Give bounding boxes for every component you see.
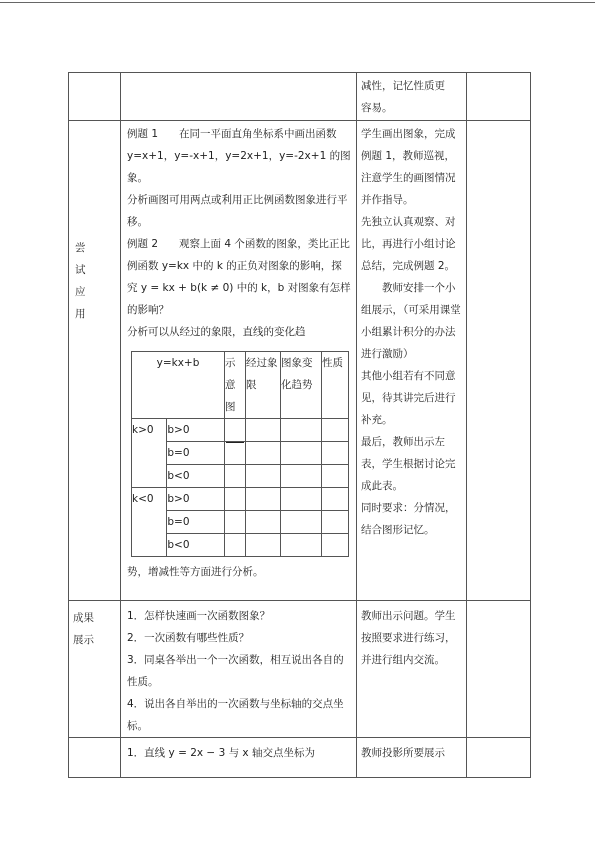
row-label-cell: [69, 601, 121, 738]
question-item: 3．同桌各举出一个一次函数，相互说出各自的性质。: [127, 654, 344, 688]
content-cell: [121, 73, 357, 121]
row-label-cell: [69, 738, 121, 778]
mini-dash: [226, 442, 244, 443]
teacher-text: 容易。: [361, 102, 393, 114]
mini-header: 图象变化趋势: [281, 352, 322, 419]
teacher-text: 先独立认真观察、对比，再进行小组讨论总结，完成例题 2。: [361, 216, 456, 272]
note-cell: [467, 738, 531, 778]
teacher-text: 教师投影所要展示: [361, 747, 445, 759]
question-item: 1．怎样快速画一次函数图象？: [127, 610, 271, 622]
teacher-text: 减性，记忆性质更: [361, 80, 445, 92]
question-item: 4．说出各自举出的一次函数与坐标轴的交点坐标。: [127, 698, 344, 732]
mini-group-label: k>0: [132, 419, 167, 488]
table-row: [69, 73, 531, 121]
exercise-item: 1．直线 y = 2x − 3 与 x 轴交点坐标为: [127, 747, 315, 759]
table-row: [69, 601, 531, 738]
table-row: [69, 738, 531, 778]
content-cell: [121, 738, 357, 778]
section-label: 用: [75, 308, 86, 320]
mini-header: 示意图: [225, 352, 246, 419]
example-1-text: 例题 1 在同一平面直角坐标系中画出函数 y=x+1，y=-x+1，y=2x+1，y=-2x+1 的图象。: [127, 128, 351, 184]
row-label-cell: [69, 73, 121, 121]
mini-row-label: b=0: [167, 442, 225, 465]
mini-header: 经过象限: [246, 352, 281, 419]
analysis-1-text: 分析画图可用两点或利用正比例函数图象进行平移。: [127, 194, 348, 228]
question-item: 2．一次函数有哪些性质？: [127, 632, 250, 644]
teacher-text: 教师安排一个小组展示，（可采用课堂小组累计积分的办法进行激励）: [361, 282, 461, 360]
mini-row-label: b>0: [167, 419, 225, 442]
teacher-cell: [357, 738, 467, 778]
teacher-text: 学生画出图象，完成例题 1，教师巡视，注意学生的画图情况并作指导。: [361, 128, 456, 206]
table-row: [69, 121, 531, 601]
mini-row-label: b>0: [167, 488, 225, 511]
mini-header: 性质: [322, 352, 349, 419]
section-label: 应: [75, 286, 86, 298]
row-label-cell: [69, 121, 121, 601]
analysis-2-text: 分析可以从经过的象限，直线的变化趋: [127, 326, 306, 338]
note-cell: [467, 601, 531, 738]
mini-header: y=kx+b: [132, 352, 225, 419]
teacher-cell: [357, 121, 467, 601]
teacher-cell: [357, 73, 467, 121]
teacher-text: 其他小组若有不同意见，待其讲完后进行补充。: [361, 370, 456, 426]
section-label: 展示: [73, 634, 94, 646]
section-label: 成果: [73, 612, 94, 624]
content-cell: [121, 121, 357, 601]
example-2-text: 例题 2 观察上面 4 个函数的图象，类比正比例函数 y=kx 中的 k 的正负对图象的影响，探究 y = kx + b(k ≠ 0) 中的 k，b 对图象有怎样的影响？: [127, 238, 351, 316]
header-rule: [0, 2, 595, 3]
section-label: 尝: [75, 242, 86, 254]
teacher-text: 最后，教师出示左表，学生根据讨论完成此表。: [361, 436, 456, 492]
teacher-cell: [357, 601, 467, 738]
section-label: 试: [75, 264, 86, 276]
mini-row-label: b<0: [167, 534, 225, 557]
analysis-2-cont-text: 势，增减性等方面进行分析。: [127, 566, 264, 578]
teacher-text: 同时要求：分情况，结合图形记忆。: [361, 502, 456, 536]
mini-row-label: b<0: [167, 465, 225, 488]
lesson-plan-table: [68, 72, 531, 778]
content-cell: [121, 601, 357, 738]
kb-summary-table: [131, 351, 349, 557]
mini-group-label: k<0: [132, 488, 167, 557]
mini-row-label: b=0: [167, 511, 225, 534]
note-cell: [467, 73, 531, 121]
note-cell: [467, 121, 531, 601]
teacher-text: 教师出示问题。学生按照要求进行练习，并进行组内交流。: [361, 610, 456, 666]
